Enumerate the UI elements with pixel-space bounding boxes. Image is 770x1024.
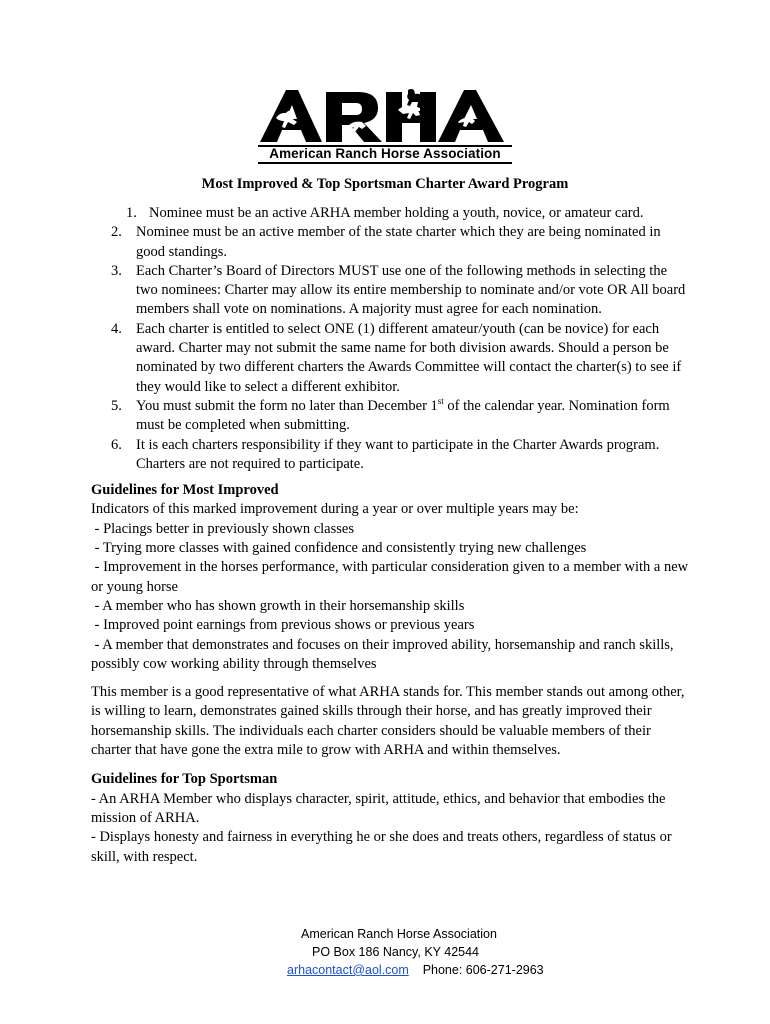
rules-list [91,204,691,474]
most-improved-item: - Trying more classes with gained confidence and consistently trying new challenges [91,540,587,557]
rule-text: Each Charter’s Board of Directors MUST use one of the following methods in selecting the two nominees: Charter may allow its entire membership to nominate and/or vote OR All board members shall vote on nominations. A majority must agree for each nomination. [136,262,686,318]
ordinal-suffix: st [437,396,444,407]
rule-item [91,204,691,223]
rule-item [91,262,691,320]
page-footer [0,925,770,979]
rule-number: 4. [111,320,122,337]
most-improved-item: - Placings better in previously shown classes [91,520,354,537]
footer-phone: Phone: 606-271-2963 [422,963,544,977]
rule-text-after: of the calendar year. Nomination form must be completed when submitting. [136,397,670,434]
rule-number: 3. [111,262,122,279]
rule-item [91,320,691,397]
most-improved-item: - A member who has shown growth in their horsemanship skills [91,597,465,614]
most-improved-paragraph: This member is a good representative of what ARHA stands for. This member stands out among other, is willing to learn, demonstrates gained skills through their horse, and has greatly improved their horsemanship skills. The individuals each charter considers should be valuable members of their charter that have gone the extra mile to grow with ARHA and within themselves. [91,684,685,759]
document-body [91,204,691,867]
rule-item [91,223,691,262]
most-improved-item: - A member that demonstrates and focuses on their improved ability, horsemanship and ranch skills, possibly cow working ability through themselves [91,636,678,672]
top-sportsman-item: - An ARHA Member who displays character, spirit, attitude, ethics, and behavior that embodies the mission of ARHA. [91,790,666,826]
most-improved-item: - Improvement in the horses performance, with particular consideration given to a member with a new or young horse [91,559,692,595]
top-sportsman-heading: Guidelines for Top Sportsman [91,771,278,788]
rule-number: 6. [111,436,122,453]
logo-rule-bottom [258,162,512,164]
footer-org: American Ranch Horse Association [301,927,497,941]
document-title: Most Improved & Top Sportsman Charter Award Program [201,176,569,192]
rule-text: It is each charters responsibility if they want to participate in the Charter Awards program. Charters are not required to participate. [136,436,660,472]
rule-text: Each charter is entitled to select ONE (1) different amateur/youth (can be novice) for each award. Charter may not submit the same name for both division awards. Should a person be nominated by two different charters the Awards Committee will contact the charter(s) to see if they would like to select a different exhibitor. [136,320,682,395]
rule-number: 5. [111,397,122,414]
logo-caption: American Ranch Horse Association [269,146,501,161]
rule-text-before: You must submit the form no later than December 1 [136,397,438,414]
footer-contact [0,961,770,979]
arha-logo-graphic [258,88,512,144]
rule-number: 1. [126,205,137,221]
rule-text: Nominee must be an active ARHA member holding a youth, novice, or amateur card. [149,205,644,221]
most-improved-item: - Improved point earnings from previous shows or previous years [91,617,475,634]
footer-email-link[interactable]: arhacontact@aol.com [287,963,409,977]
rule-item [91,397,691,436]
most-improved-intro: Indicators of this marked improvement during a year or over multiple years may be: [91,501,579,518]
most-improved-heading: Guidelines for Most Improved [91,482,279,499]
top-sportsman-item: - Displays honesty and fairness in everything he or she does and treats others, regardless of status or skill, with respect. [91,829,672,865]
rule-item [91,436,691,475]
arha-logo [258,88,512,166]
rule-text: Nominee must be an active member of the state charter which they are being nominated in good standings. [136,224,661,260]
footer-address: PO Box 186 Nancy, KY 42544 [312,945,480,959]
rule-number: 2. [111,224,122,241]
